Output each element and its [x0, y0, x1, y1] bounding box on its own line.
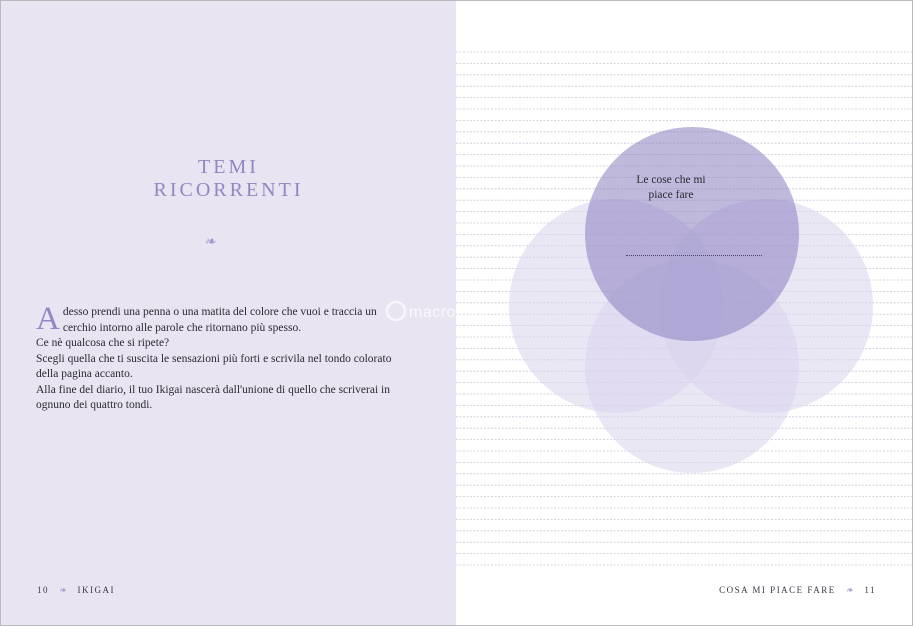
left-footer [37, 585, 115, 596]
watermark-logo-icon [386, 301, 406, 321]
paragraph-1-text: desso prendi una penna o una matita del colore che vuoi e traccia un cerchio intorno alle parole che ritornano più spesso. [62, 306, 377, 334]
page-title-line2: RICORRENTI [153, 179, 304, 201]
footer-ornament-icon-right: ❧ [845, 585, 855, 595]
running-title-left: IKIGAI [77, 585, 116, 595]
right-page [456, 1, 912, 625]
circle-label-line1: Le cose che mi [636, 174, 706, 186]
footer-ornament-icon: ❧ [58, 585, 68, 595]
circle-top [585, 127, 799, 341]
dropcap: A [36, 301, 60, 337]
write-in-line[interactable] [626, 255, 762, 256]
paragraph-4: Alla fine del diario, il tuo Ikigai nascerà dall'unione di quello che scriverai in ognuno dei quattro tondi. [36, 383, 390, 411]
page-title-line1: TEMI [198, 156, 259, 178]
circle-label-line2: piace fare [648, 189, 694, 201]
right-footer [719, 585, 876, 596]
paragraph-3: Scegli quella che ti suscita le sensazioni più forti e scrivila nel tondo colorato della pagina accanto. [36, 352, 392, 380]
paragraph-2: Ce nè qualcosa che si ripete? [36, 337, 170, 349]
paragraph-1 [36, 301, 396, 337]
watermark [386, 301, 507, 322]
watermark-text: macrolibrarsi [409, 304, 508, 321]
instructions-text [36, 301, 396, 414]
page-number-right: 11 [864, 585, 876, 595]
venn-diagram [456, 1, 912, 625]
ornament-icon: ❧ [204, 234, 216, 250]
page-number-left: 10 [37, 585, 49, 595]
running-title-right: COSA MI PIACE FARE [719, 585, 836, 595]
